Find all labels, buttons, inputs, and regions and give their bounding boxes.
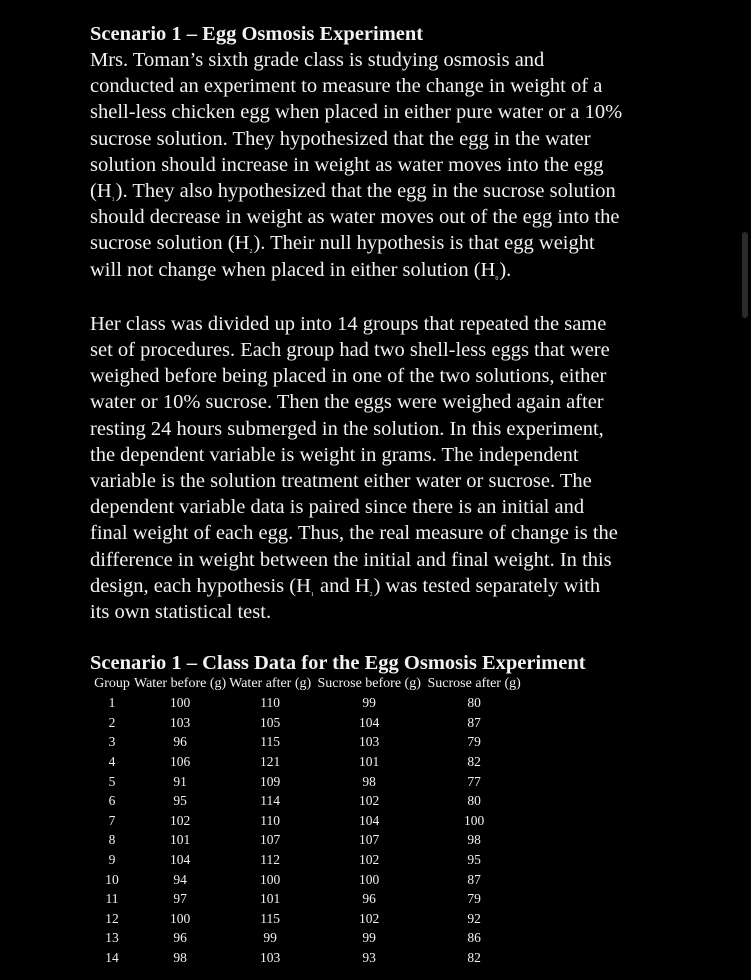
header-water-after: Water after (g): [229, 676, 312, 692]
table-row: [90, 732, 524, 752]
table-row: [90, 772, 524, 792]
cell-water-after: 99: [263, 930, 277, 946]
text-line: the dependent variable is weight in grams. The independent: [90, 443, 579, 466]
cell-group: 7: [108, 812, 116, 828]
table-title: Scenario 1 – Class Data for the Egg Osmosis Experiment: [90, 652, 586, 675]
cell-sucrose-after: 80: [467, 793, 481, 809]
text-line: final weight of each egg. Thus, the real measure of change is the: [90, 522, 618, 545]
cell-group: 4: [108, 754, 116, 770]
cell-group: 13: [105, 930, 119, 946]
subscript: 1: [111, 197, 115, 204]
table-row: [90, 889, 524, 909]
table-row: [90, 870, 524, 890]
cell-group: 12: [105, 910, 119, 926]
cell-group: 3: [108, 734, 116, 750]
cell-sucrose-before: 101: [359, 754, 380, 770]
cell-sucrose-before: 98: [362, 773, 376, 789]
table-row: [90, 850, 524, 870]
table-row: [90, 830, 524, 850]
paragraph-hypotheses: [90, 47, 680, 283]
cell-sucrose-after: 82: [467, 754, 481, 770]
header-sucrose-after: Sucrose after (g): [427, 676, 521, 692]
cell-water-before: 91: [173, 773, 187, 789]
cell-sucrose-before: 99: [362, 695, 376, 711]
cell-water-after: 101: [260, 891, 281, 907]
subscript: 0: [495, 275, 499, 282]
table-row: [90, 693, 524, 713]
cell-sucrose-after: 80: [467, 695, 481, 711]
cell-water-before: 104: [169, 852, 191, 868]
cell-group: 11: [105, 891, 119, 907]
cell-water-after: 114: [260, 793, 281, 809]
cell-group: 2: [108, 714, 116, 730]
cell-water-before: 96: [173, 930, 187, 946]
header-sucrose-before: Sucrose before (g): [317, 676, 421, 692]
cell-water-before: 94: [173, 871, 187, 887]
header-water-before: Water before (g): [134, 676, 227, 692]
cell-sucrose-before: 102: [359, 793, 380, 809]
text-line: conducted an experiment to measure the change in weight of a: [90, 75, 603, 98]
text-line: difference in weight between the initial and final weight. In this: [90, 548, 612, 571]
text-line: $(H_1)$. They also hypothesized that the egg in the sucrose solution: [90, 180, 616, 204]
cell-sucrose-after: 98: [467, 832, 481, 848]
cell-sucrose-after: 82: [467, 949, 481, 965]
cell-group: 8: [108, 832, 116, 848]
cell-sucrose-after: 100: [464, 812, 485, 828]
scrollbar[interactable]: [742, 232, 748, 318]
cell-water-before: 98: [173, 949, 187, 965]
text-line: Mrs. Toman’s sixth grade class is studying osmosis and: [90, 49, 545, 71]
cell-water-after: 103: [260, 949, 281, 965]
cell-group: 9: [108, 852, 116, 868]
cell-sucrose-before: 96: [362, 891, 376, 907]
cell-water-after: 110: [260, 695, 281, 711]
cell-water-after: 112: [260, 852, 281, 868]
cell-sucrose-before: 103: [359, 734, 380, 750]
table-row: [90, 752, 524, 772]
table-row: [90, 713, 524, 733]
text-line: solution should increase in weight as water moves into the egg: [90, 153, 604, 176]
text-line: variable is the solution treatment either water or sucrose. The: [90, 470, 592, 493]
table-row: [90, 909, 524, 929]
cell-sucrose-after: 79: [467, 734, 481, 750]
cell-water-after: 100: [260, 871, 281, 887]
header-group: Group: [94, 676, 130, 692]
cell-water-after: 109: [260, 773, 281, 789]
cell-water-before: 100: [169, 695, 191, 711]
cell-water-before: 103: [169, 714, 191, 730]
text-line: water or 10% sucrose. Then the eggs were weighed again after: [90, 391, 604, 414]
text-line: weighed before being placed in one of the two solutions, either: [90, 365, 607, 388]
cell-water-before: 97: [173, 891, 187, 907]
cell-water-after: 110: [260, 812, 281, 828]
cell-sucrose-before: 104: [359, 812, 380, 828]
cell-water-after: 115: [260, 910, 281, 926]
cell-group: 1: [108, 695, 116, 711]
cell-water-before: 101: [169, 832, 191, 848]
cell-sucrose-after: 79: [467, 891, 481, 907]
paragraph-procedure: [90, 311, 680, 625]
cell-group: 6: [108, 793, 116, 809]
table-header-row: [90, 675, 524, 693]
cell-sucrose-before: 93: [362, 949, 376, 965]
cell-water-before: 95: [173, 793, 187, 809]
cell-group: 5: [108, 773, 116, 789]
text-line: design, each hypothesis ($H_1$ and $H_2$) was tested separately with: [90, 574, 601, 598]
table-row: [90, 948, 524, 968]
table-row: [90, 811, 524, 831]
cell-water-before: 96: [173, 734, 187, 750]
cell-sucrose-before: 107: [359, 832, 380, 848]
cell-sucrose-after: 87: [467, 871, 481, 887]
document: [90, 21, 680, 968]
subscript: 2: [249, 249, 253, 256]
cell-sucrose-after: 77: [467, 773, 481, 789]
cell-sucrose-before: 100: [359, 871, 380, 887]
text-line: dependent variable data is paired since there is an initial and: [90, 496, 585, 519]
cell-water-after: 107: [260, 832, 281, 848]
scenario-title: Scenario 1 – Egg Osmosis Experiment: [90, 23, 424, 45]
cell-sucrose-before: 99: [362, 930, 376, 946]
text-line: its own statistical test.: [90, 601, 272, 624]
cell-water-after: 105: [260, 714, 281, 730]
table-row: [90, 791, 524, 811]
cell-sucrose-before: 104: [359, 714, 380, 730]
text-line: Her class was divided up into 14 groups that repeated the same: [90, 312, 607, 335]
text-line: set of procedures. Each group had two shell-less eggs that were: [90, 339, 610, 362]
cell-sucrose-after: 86: [467, 930, 481, 946]
cell-water-after: 115: [260, 734, 281, 750]
cell-water-before: 102: [169, 812, 191, 828]
cell-water-after: 121: [260, 754, 281, 770]
text-line: should decrease in weight as water moves out of the egg into the: [90, 206, 620, 229]
cell-group: 14: [105, 949, 119, 965]
cell-group: 10: [105, 871, 119, 887]
table-row: [90, 928, 524, 948]
class-data-table: [90, 675, 524, 967]
cell-sucrose-after: 87: [467, 714, 481, 730]
text-line: shell-less chicken egg when placed in either pure water or a 10%: [90, 101, 623, 124]
cell-sucrose-before: 102: [359, 910, 380, 926]
text-line: will not change when placed in either solution $(H_0)$.: [90, 258, 512, 282]
cell-water-before: 100: [169, 910, 191, 926]
cell-water-before: 106: [169, 754, 191, 770]
subscript: 2: [369, 591, 373, 598]
text-line: sucrose solution $(H_2)$. Their null hypothesis is that egg weight: [90, 232, 595, 256]
subscript: 1: [310, 591, 314, 598]
cell-sucrose-after: 95: [467, 852, 481, 868]
text-line: resting 24 hours submerged in the solution. In this experiment,: [90, 417, 604, 440]
cell-sucrose-after: 92: [467, 910, 481, 926]
text-line: sucrose solution. They hypothesized that the egg in the water: [90, 127, 591, 150]
cell-sucrose-before: 102: [359, 852, 380, 868]
